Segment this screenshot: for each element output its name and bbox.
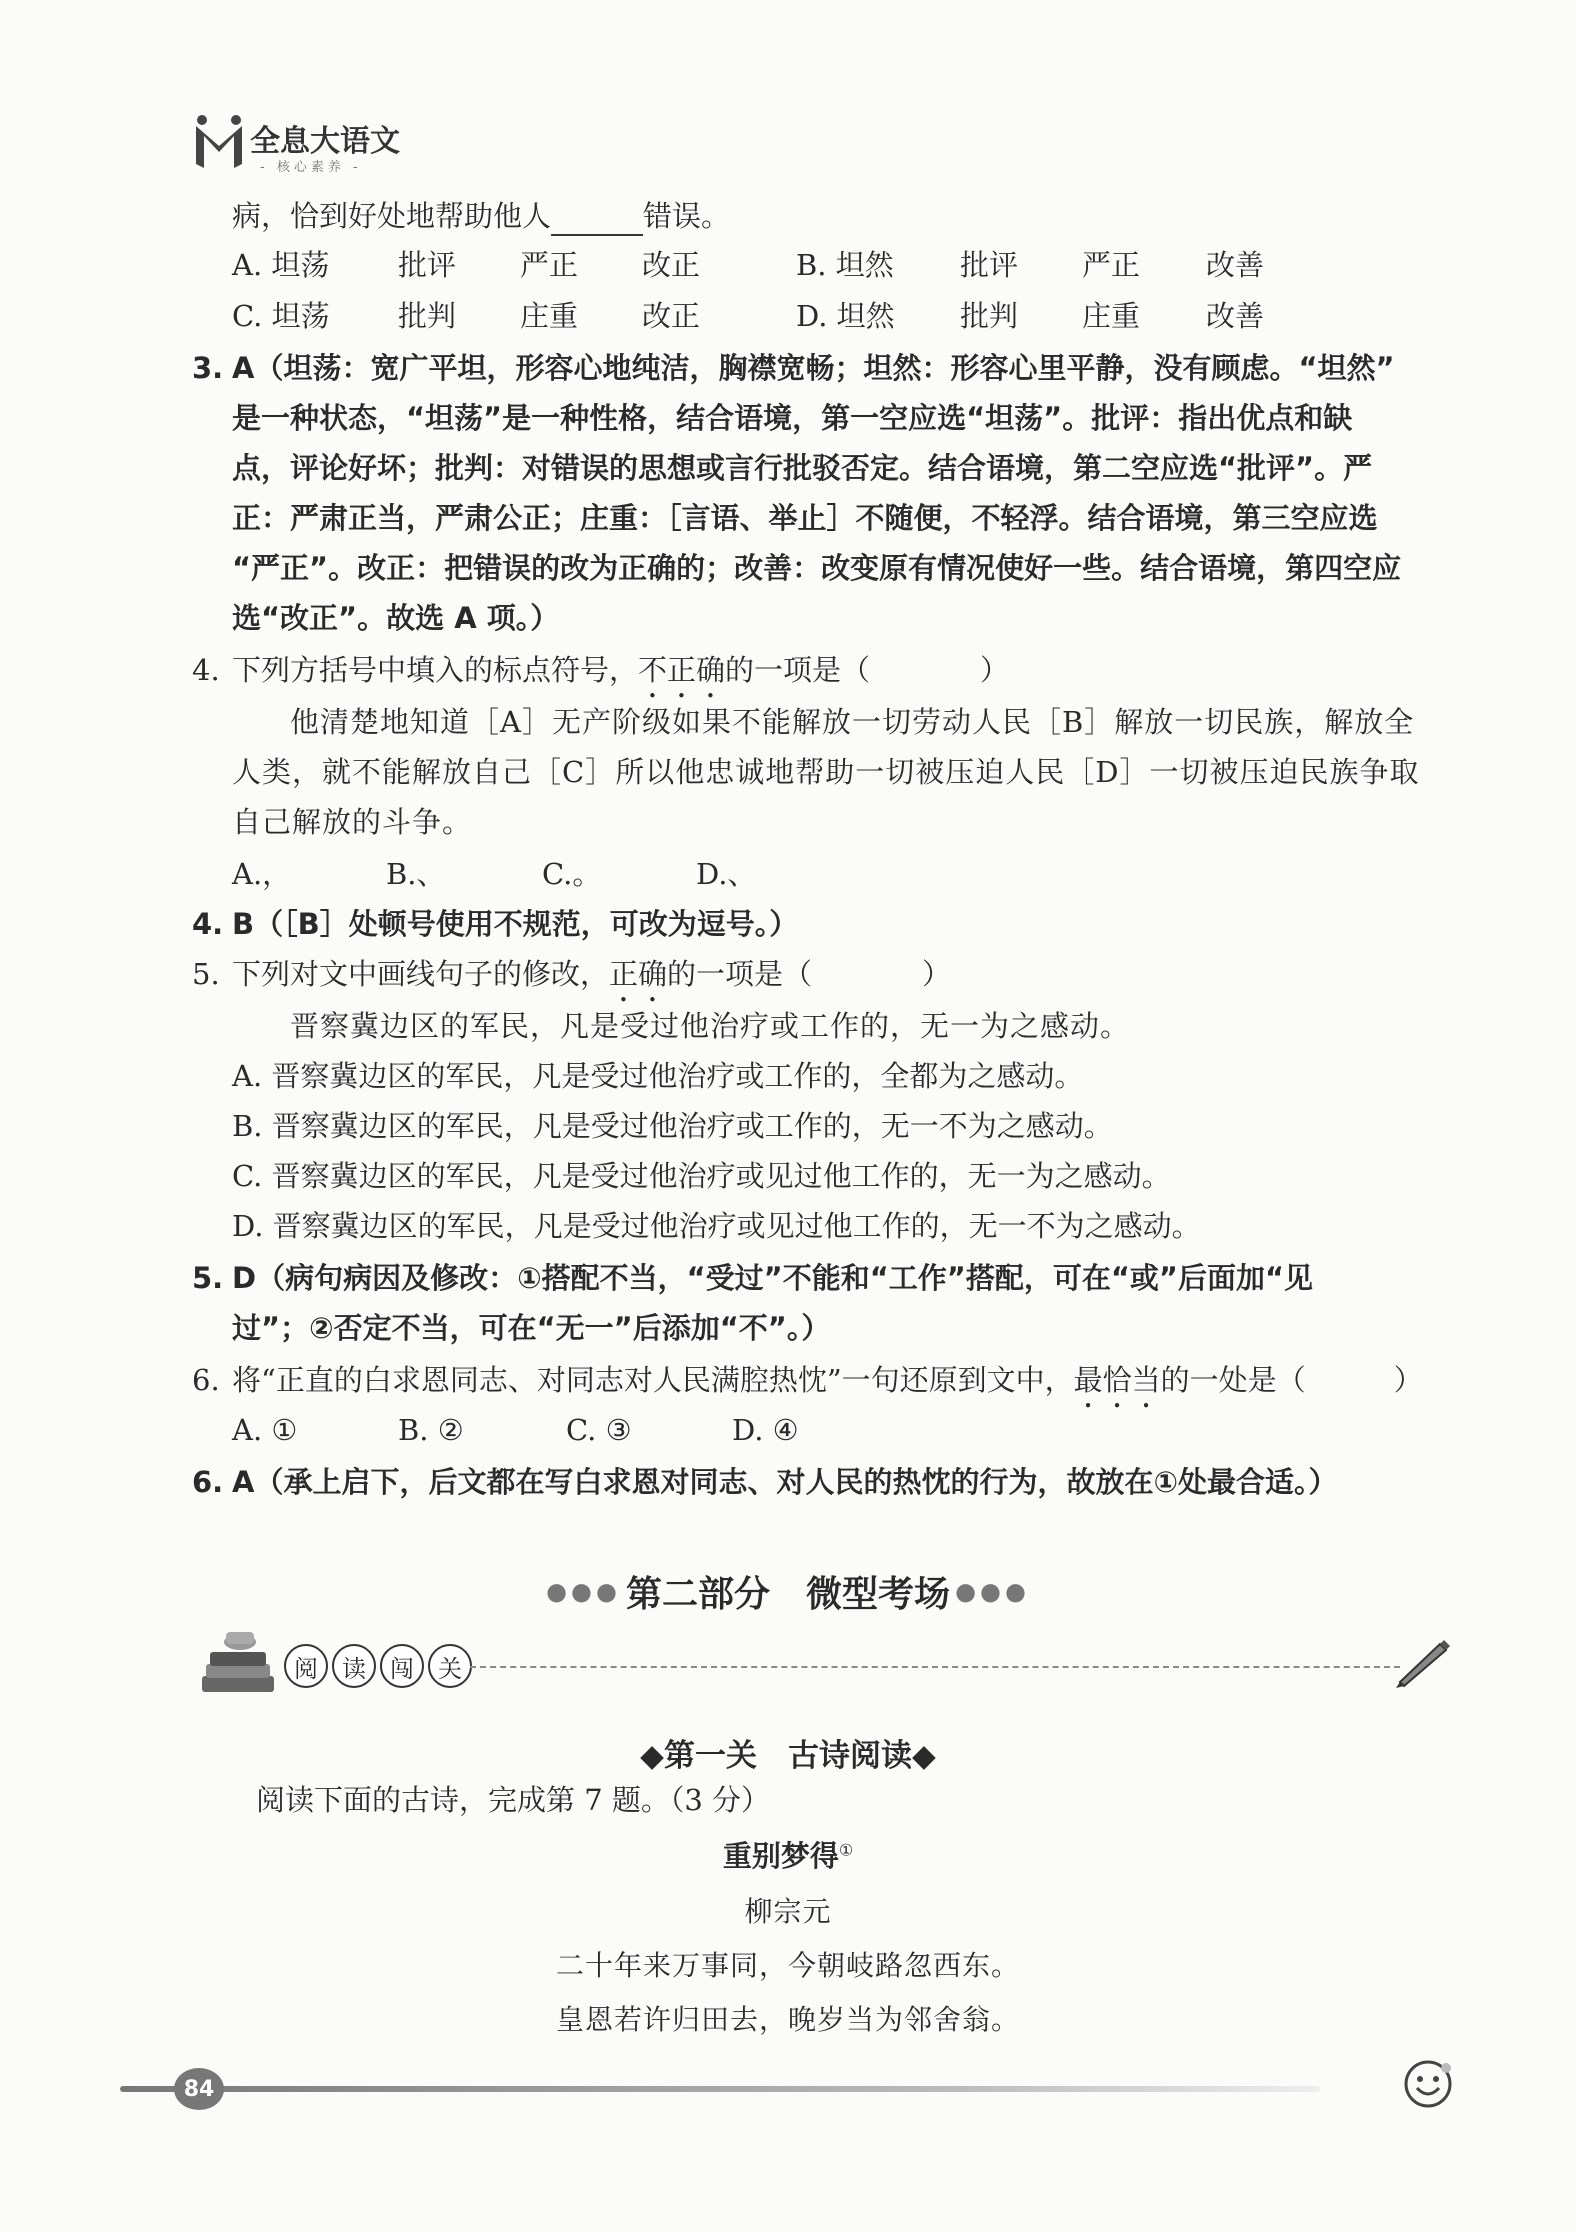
question-5-paren-close: ） [922,957,952,991]
q2-option-b-4: 改善 [1206,248,1265,282]
question-6-stem-text: 将“正直的白求恩同志、对同志对人民满腔热忱”一句还原到文中， [232,1363,1074,1397]
passage-line: 他清楚地知道［A］无产阶级如果不能解放一切劳动人民［B］解放一切民族，解放全 [290,705,1415,739]
pencil-icon [1392,1640,1452,1694]
q2-option-a-1: A. 坦荡 [232,248,330,282]
answer-5-line: 过”；②否定不当，可在“无一”后添加“不”。） [232,1311,831,1345]
q2-option-a-2: 批评 [398,248,457,282]
q2-option-c-4: 改正 [642,299,701,333]
q4-option-c: C.。 [542,857,602,891]
q2-option-c-3: 庄重 [520,299,579,333]
reading-instruction: 阅读下面的古诗，完成第 7 题。（3 分） [256,1783,771,1817]
answer-3-line: 是一种状态，“坦荡”是一种性格，结合语境，第一空应选“坦荡”。批评：指出优点和缺 [232,401,1353,435]
banner-char: 闯 [380,1644,424,1688]
question-4-stem-text: 下列方括号中填入的标点符号， [232,653,639,687]
banner-dashed-line [470,1666,1400,1668]
poem-line: 皇恩若许归田去，晚岁当为邻舍翁。 [555,2003,1020,2036]
banner-char: 关 [428,1644,472,1688]
answer-4-number: 4. [192,907,224,941]
question-4-stem [232,650,1009,705]
banner-char: 读 [332,1644,376,1688]
question-5-stem-text: 的一项是（ [667,957,813,991]
answer-3-line: 正：严肃正当，严肃公正；庄重：［言语、举止］不随便，不轻浮。结合语境，第三空应选 [232,501,1378,535]
level-title: ◆第一关 古诗阅读◆ [640,1738,936,1774]
q5-option-b: B. 晋察冀边区的军民，凡是受过他治疗或工作的，无一不为之感动。 [232,1109,1113,1143]
q4-option-b: B.、 [386,857,446,891]
answer-blank [551,206,643,236]
answer-3-line: 点，评论好坏；批判：对错误的思想或言行批驳否定。结合语境，第二空应选“批评”。严 [232,451,1373,485]
dots-left: ●●● [546,1577,621,1606]
q2-option-d-4: 改善 [1206,299,1265,333]
answer-3-line: 选“改正”。故选 A 项。） [232,601,560,635]
q2-option-a-3: 严正 [520,248,579,282]
passage-line: 人类，就不能解放自己［C］所以他忠诚地帮助一切被压迫人民［D］一切被压迫民族争取 [232,755,1420,789]
q6-option-b: B. ② [398,1413,464,1447]
answer-4: B（［B］处顿号使用不规范，可改为逗号。） [232,907,799,941]
q6-option-c: C. ③ [566,1413,632,1447]
books-icon [196,1624,280,1702]
q2-tail-before: 病，恰到好处地帮助他人 [232,199,552,233]
footer-rule [120,2086,1320,2092]
dots-right: ●●● [955,1577,1030,1606]
poem-author: 柳宗元 [744,1895,832,1928]
q6-option-a: A. ① [232,1413,298,1447]
brand-name: 全息大语文 [250,124,400,159]
question-6-number: 6. [192,1363,220,1397]
banner-chars [284,1644,472,1688]
answer-5-line: D（病句病因及修改：①搭配不当，“受过”不能和“工作”搭配，可在“或”后面加“见 [232,1261,1314,1295]
question-5-quote: 晋察冀边区的军民，凡是受过他治疗或工作的，无一为之感动。 [290,1009,1131,1043]
question-4-emphasis: 不正确 [638,653,726,687]
brand-logo [190,112,248,174]
answer-5-number: 5. [192,1261,224,1295]
section-heading [0,1566,1576,1617]
question-5-number: 5. [192,957,220,991]
question-5-emphasis: 正确 [609,957,668,991]
poem-title-text: 重别梦得 [722,1839,839,1873]
q2-tail-after: 错误。 [643,199,731,233]
q2-option-d-2: 批判 [960,299,1019,333]
poem-line: 二十年来万事同，今朝岐路忽西东。 [555,1949,1020,1982]
question-5-stem-text: 下列对文中画线句子的修改， [232,957,610,991]
passage-line: 自己解放的斗争。 [232,805,473,839]
q2-option-b-1: B. 坦然 [796,248,894,282]
question-4-paren-close: ） [980,653,1010,687]
q2-option-d-1: D. 坦然 [796,299,895,333]
q4-option-d: D.、 [696,857,757,891]
q5-option-a: A. 晋察冀边区的军民，凡是受过他治疗或工作的，全都为之感动。 [232,1059,1084,1093]
question-6-paren-close: ） [1393,1363,1423,1397]
q2-option-c-1: C. 坦荡 [232,299,330,333]
q2-option-d-3: 庄重 [1082,299,1141,333]
q2-option-b-2: 批评 [960,248,1019,282]
page-number: 84 [183,2076,215,2102]
q2-option-c-2: 批判 [398,299,457,333]
brand-subtitle: - 核心素养 - [260,160,362,175]
question-5-stem [232,954,951,1009]
poem-note-mark: ① [838,1840,854,1860]
q2-option-b-3: 严正 [1082,248,1141,282]
banner-char: 阅 [284,1644,328,1688]
page-number-badge [174,2068,224,2110]
brand-logo-icon [190,112,248,174]
q5-option-c: C. 晋察冀边区的军民，凡是受过他治疗或见过他工作的，无一为之感动。 [232,1159,1171,1193]
answer-6: A（承上启下，后文都在写白求恩对同志、对人民的热忱的行为，故放在①处最合适。） [232,1465,1338,1499]
answer-3-number: 3. [192,351,224,385]
answer-3-line: A（坦荡：宽广平坦，形容心地纯洁，胸襟宽畅；坦然：形容心里平静，没有顾虑。“坦然” [232,351,1395,385]
poem-title [0,1834,1576,1875]
question-4-number: 4. [192,653,220,687]
question-6-emphasis: 最恰当 [1073,1363,1161,1397]
answer-6-number: 6. [192,1465,224,1499]
question-4-stem-text: 的一项是（ [725,653,871,687]
smiley-icon [1400,2056,1456,2116]
question-6-stem-text: 的一处是（ [1160,1363,1306,1397]
section-title: 第二部分 微型考场 [625,1573,950,1615]
answer-3-line: “严正”。改正：把错误的改为正确的；改善：改变原有情况使好一些。结合语境，第四空应 [232,551,1402,585]
question-6-stem [232,1360,1423,1415]
q4-option-a: A.， [232,857,292,891]
q6-option-d: D. ④ [732,1413,799,1447]
q5-option-d: D. 晋察冀边区的军民，凡是受过他治疗或见过他工作的，无一不为之感动。 [232,1209,1201,1243]
q2-tail [232,196,730,236]
q2-option-a-4: 改正 [642,248,701,282]
